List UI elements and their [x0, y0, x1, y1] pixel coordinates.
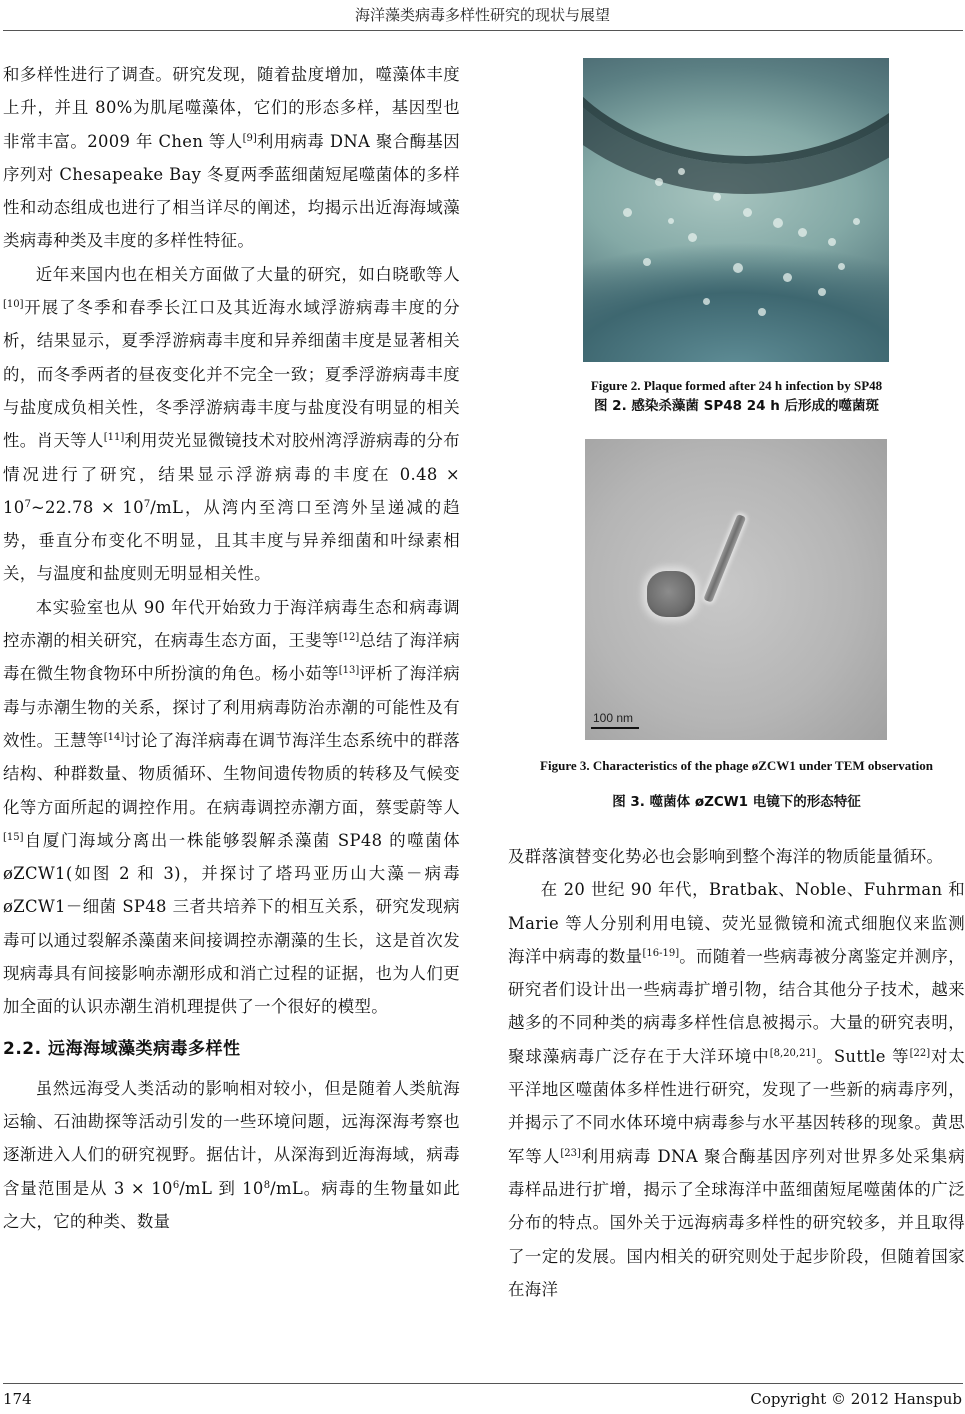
- plaque-spot: [783, 273, 792, 282]
- plaque-spot: [758, 308, 766, 316]
- phage-head: [647, 571, 695, 617]
- plaque-spot: [773, 218, 783, 228]
- plaque-spot: [828, 238, 836, 246]
- citation: [10]: [3, 299, 24, 311]
- figure-2-caption-en: Figure 2. Plaque formed after 24 h infection by SP48: [590, 378, 883, 393]
- citation: [22]: [909, 1047, 931, 1059]
- plaque-spot: [623, 208, 632, 217]
- text-run: /mL。病毒的生物量如此之大，它的种类、数量: [3, 1178, 461, 1231]
- text-run: 。而随着一些病毒被分离鉴定并测序，研究者们设计出一些病毒扩增引物，结合其他分子技术，越来越多的不同种类的病毒多样性信息被揭示。大量的研究表明，聚球藻病毒广泛存在于大洋环境中: [508, 946, 965, 1066]
- plaque-spot: [733, 263, 743, 273]
- plaque-spot: [853, 218, 860, 225]
- petri-dish-rim: [583, 58, 889, 164]
- plaque-spot: [643, 258, 651, 266]
- text-run: 本实验室也从 90 年代开始致力于海洋病毒生态和病毒调控赤潮的相关研究，在病毒生态方面，王斐等: [3, 597, 460, 651]
- figure-2-caption-zh: 图 2. 感染杀藻菌 SP48 24 h 后形成的噬菌斑: [593, 398, 880, 414]
- text-run: 评析了海洋病毒与赤潮生物的关系，探讨了利用病毒防治赤潮的可能性及有效性。王慧等: [3, 664, 461, 750]
- text-run: 总结了海洋病毒在微生物食物环中所扮演的角色。杨小茹等: [3, 631, 461, 684]
- plaque-spot: [703, 298, 710, 305]
- paragraph: [3, 258, 460, 591]
- plaque-spot: [838, 263, 845, 270]
- figure-3-caption-en: Figure 3. Characteristics of the phage øZCW1 under TEM observation: [540, 758, 933, 773]
- figure-3-tem-photo: [585, 439, 887, 740]
- exponent: 6: [172, 1179, 180, 1191]
- copyright: Copyright © 2012 Hanspub: [750, 1390, 962, 1408]
- citation: [12]: [338, 632, 360, 644]
- text-run: /mL，从湾内至湾口至湾外呈递减的趋势，垂直分布变化不明显，且其丰度与异养细菌和叶绿素相关，与温度和盐度则无明显相关性。: [3, 497, 460, 584]
- text-run: 和多样性进行了调查。研究发现，随着盐度增加，噬藻体丰度上升，并且 80%为肌尾噬藻体，它们的形态多样，基因型也非常丰富。2009 年 Chen 等人: [3, 65, 460, 151]
- left-column: [3, 58, 460, 1238]
- exponent: 7: [24, 498, 31, 510]
- section-heading: 2.2. 远海海域藻类病毒多样性: [3, 1038, 241, 1059]
- plaque-spot: [678, 168, 685, 175]
- text-run: 对太平洋地区噬菌体多样性进行研究，发现了一些新的病毒序列，并揭示了不同水体环境中病毒参与水平基因转移的现象。黄思军等人: [508, 1046, 965, 1166]
- scale-bar-label: 100 nm: [593, 711, 634, 725]
- text-run: 利用病毒 DNA 聚合酶基因序列对世界多处采集病毒样品进行扩增，揭示了全球海洋中蓝细菌短尾噬菌体的广泛分布的特点。国外关于远海病毒多样性的研究较多，并且取得了一定的发展。国内相关的研究则处于起步阶段，但随着国家在海洋: [508, 1146, 965, 1299]
- figure-3-caption-zh: 图 3. 噬菌体 øZCW1 电镜下的形态特征: [612, 794, 861, 810]
- exponent: 7: [143, 498, 151, 510]
- text-run: ~22.78 × 10: [30, 497, 144, 517]
- paragraph: [508, 873, 965, 1306]
- plaque-spot: [818, 288, 826, 296]
- text-run: 利用病毒 DNA 聚合酶基因序列对 Chesapeake Bay 冬夏两季蓝细菌短尾噬菌体的多样性和动态组成也进行了相当详尽的阐述，均揭示出近海海域藻类病毒种类及丰度的多样性特征。: [3, 131, 460, 251]
- paragraph: [3, 58, 460, 258]
- text-run: 近年来国内也在相关方面做了大量的研究，如白晓歌等人: [35, 264, 460, 284]
- citation: [14]: [103, 731, 125, 743]
- citation: [9]: [242, 132, 257, 144]
- plaque-spot: [688, 233, 697, 242]
- citation: [15]: [3, 831, 24, 843]
- page-number: 174: [3, 1390, 32, 1408]
- scale-bar: [591, 727, 639, 729]
- plaque-spot: [743, 208, 752, 217]
- figure-2-plaque-photo: [583, 58, 889, 362]
- plaque-spot: [713, 193, 721, 201]
- text-run: 虽然远海受人类活动的影响相对较小，但是随着人类航海运输、石油勘探等活动引发的一些环境问题，远海深海考察也逐渐进入人们的研究视野。据估计，从深海到近海海域，病毒含量范围是从 3 × 10: [3, 1078, 460, 1198]
- running-head: 海洋藻类病毒多样性研究的现状与展望: [354, 6, 610, 24]
- citation: [13]: [338, 665, 360, 677]
- paragraph: [3, 591, 460, 1024]
- text-run: 自厦门海域分离出一株能够裂解杀藻菌 SP48 的噬菌体 øZCW1(如图 2 和 3)，并探讨了塔玛亚历山大藻－病毒 øZCW1－细菌 SP48 三者共培养下的相互关系，研究发现病毒可以通过裂解杀藻菌来间接调控赤潮藻的生长，这是首次发现病毒具有间接影响赤潮形成和消亡过程的证据，也为人们更加全面的认识赤潮生消机理提供了一个很好的模型。: [3, 830, 460, 1017]
- plaque-spot: [655, 178, 663, 186]
- text-run: 利用荧光显微镜技术对胶州湾浮游病毒的分布情况进行了研究，结果显示浮游病毒的丰度在 0.48 × 10: [3, 431, 461, 517]
- text-run: 开展了冬季和春季长江口及其近海水域浮游病毒丰度的分析，结果显示，夏季浮游病毒丰度和异养细菌丰度是显著相关的，而冬季两者的昼夜变化并不完全一致；夏季浮游病毒丰度与盐度成负相关性，冬季浮游病毒丰度与盐度没有明显的相关性。肖天等人: [3, 298, 460, 451]
- paragraph: 及群落演替变化势必也会影响到整个海洋的物质能量循环。: [508, 847, 944, 866]
- exponent: 8: [263, 1179, 271, 1191]
- plaque-spot: [798, 228, 807, 237]
- text-run: 。Suttle 等: [815, 1046, 910, 1066]
- header-rule: [3, 30, 963, 31]
- citation: [23]: [560, 1147, 581, 1159]
- text-run: 在 20 世纪 90 年代，Bratbak、Noble、Fuhrman 和 Marie 等人分别利用电镜、荧光显微镜和流式细胞仪来监测海洋中病毒的数量: [508, 880, 965, 966]
- paragraph: [3, 1072, 460, 1238]
- right-column: [508, 840, 965, 1306]
- citation: [11]: [103, 432, 125, 444]
- text-run: 讨论了海洋病毒在调节海洋生态系统中的群落结构、种群数量、物质循环、生物间遗传物质的转移及气候变化等方面所起的调控作用。在病毒调控赤潮方面，蔡雯蔚等人: [3, 730, 461, 817]
- plaque-spot: [668, 218, 674, 224]
- phage-tail: [703, 514, 746, 603]
- citation: [8,20,21]: [769, 1047, 816, 1059]
- text-run: /mL 到 10: [179, 1178, 264, 1198]
- citation: [16-19]: [642, 947, 680, 959]
- footer-rule: [3, 1383, 963, 1384]
